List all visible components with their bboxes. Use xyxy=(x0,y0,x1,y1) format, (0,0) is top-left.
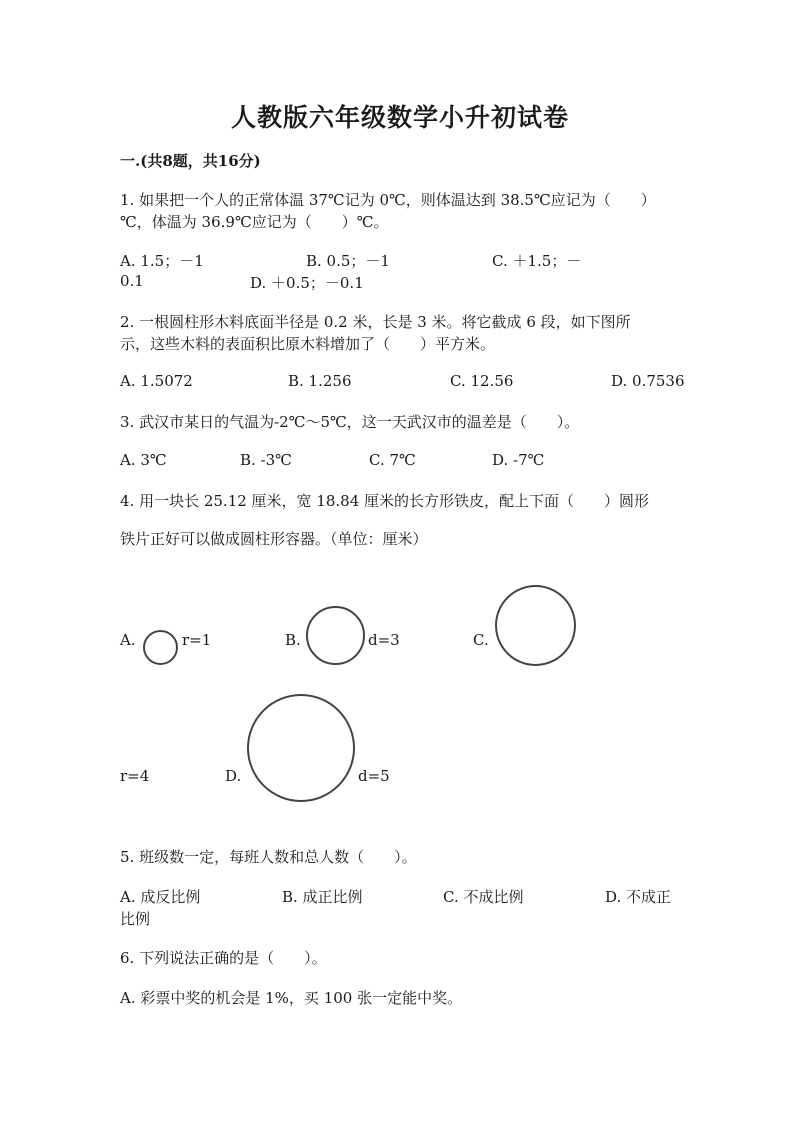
q1-text-line1: 1. 如果把一个人的正常体温 37℃记为 0℃，则体温达到 38.5℃应记为（ ） xyxy=(120,191,656,209)
q6-option-a[interactable]: A. 彩票中奖的机会是 1%，买 100 张一定能中奖。 xyxy=(120,989,463,1007)
q4-option-b-label: d=3 xyxy=(368,631,400,649)
q5-option-a[interactable]: A. 成反比例 xyxy=(120,888,201,906)
q5-option-b[interactable]: B. 成正比例 xyxy=(282,888,363,906)
q1-text-line2: ℃，体温为 36.9℃应记为（ ）℃。 xyxy=(120,213,389,231)
q2-option-d[interactable]: D. 0.7536 xyxy=(611,372,685,390)
q2-option-a[interactable]: A. 1.5072 xyxy=(120,372,193,390)
q4-option-c-label: r=4 xyxy=(120,767,150,785)
q3-option-b[interactable]: B. -3℃ xyxy=(240,451,292,469)
q4-option-b-circle[interactable] xyxy=(306,606,365,665)
q2-option-b[interactable]: B. 1.256 xyxy=(288,372,352,390)
q4-option-c-circle[interactable] xyxy=(495,585,576,666)
q5-option-d[interactable]: D. 不成正 xyxy=(605,888,672,906)
q3-option-c[interactable]: C. 7℃ xyxy=(369,451,416,469)
q4-option-a-label: r=1 xyxy=(182,631,212,649)
q1-option-c[interactable]: C. ＋1.5；－ xyxy=(492,252,582,270)
q4-text-line1: 4. 用一块长 25.12 厘米，宽 18.84 厘米的长方形铁皮，配上下面（ ）圆形 xyxy=(120,492,650,510)
q2-option-c[interactable]: C. 12.56 xyxy=(450,372,514,390)
q4-option-d-circle[interactable] xyxy=(247,694,355,802)
q2-text-line1: 2. 一根圆柱形木料底面半径是 0.2 米，长是 3 米。将它截成 6 段，如下图所 xyxy=(120,313,631,331)
q3-option-d[interactable]: D. -7℃ xyxy=(492,451,545,469)
page-title: 人教版六年级数学小升初试卷 xyxy=(230,103,569,132)
q1-option-a[interactable]: A. 1.5；－1 xyxy=(120,252,204,270)
q5-text: 5. 班级数一定，每班人数和总人数（ ）。 xyxy=(120,848,417,866)
q3-text: 3. 武汉市某日的气温为-2℃～5℃，这一天武汉市的温差是（ ）。 xyxy=(120,413,580,431)
q5-option-d-continued: 比例 xyxy=(120,910,151,928)
q4-option-a-circle[interactable] xyxy=(143,630,178,665)
q4-option-b-letter[interactable]: B. xyxy=(285,631,301,649)
q4-option-d-letter[interactable]: D. xyxy=(225,767,242,785)
q1-option-d[interactable]: D. ＋0.5；－0.1 xyxy=(250,274,364,292)
q3-option-a[interactable]: A. 3℃ xyxy=(120,451,167,469)
q5-option-c[interactable]: C. 不成比例 xyxy=(443,888,524,906)
q6-text: 6. 下列说法正确的是（ ）。 xyxy=(120,949,327,967)
q4-option-d-label: d=5 xyxy=(358,767,390,785)
q4-text-line2: 铁片正好可以做成圆柱形容器。（单位：厘米） xyxy=(120,530,428,548)
q1-option-c-continued: 0.1 xyxy=(120,272,144,290)
section-heading: 一.(共8题，共16分) xyxy=(120,152,261,170)
q2-text-line2: 示，这些木料的表面积比原木料增加了（ ）平方米。 xyxy=(120,335,496,353)
q4-option-c-letter[interactable]: C. xyxy=(473,631,489,649)
q4-option-a-letter[interactable]: A. xyxy=(120,631,136,649)
q1-option-b[interactable]: B. 0.5；－1 xyxy=(306,252,390,270)
